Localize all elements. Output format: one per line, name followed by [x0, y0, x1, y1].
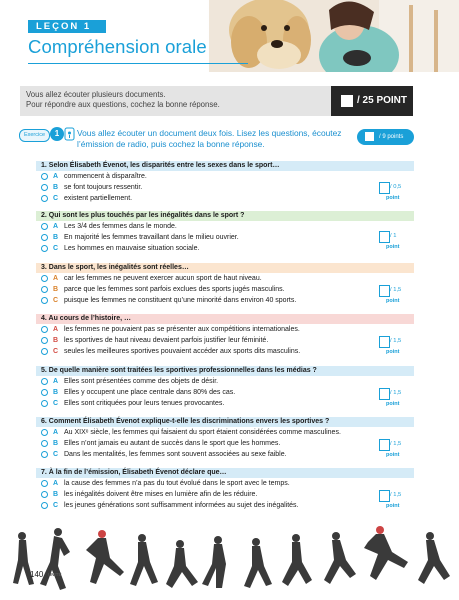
- page-title: Compréhension orale: [28, 36, 207, 57]
- question-title: 6. Comment Élisabeth Évenot explique-t-elle les discriminations envers les sportives ?: [36, 417, 414, 427]
- radio-button[interactable]: [41, 440, 48, 447]
- points-checkbox[interactable]: [379, 285, 390, 297]
- lesson-label: LEÇON 1: [28, 20, 106, 33]
- radio-button[interactable]: [41, 451, 48, 458]
- header-banner: [0, 0, 459, 72]
- radio-button[interactable]: [41, 297, 48, 304]
- score-label: / 25 POINT: [357, 95, 408, 106]
- option-b[interactable]: B Elles n’ont jamais eu autant de succès dans le sport que les hommes.: [36, 438, 414, 449]
- points-checkbox[interactable]: [379, 490, 390, 502]
- radio-button[interactable]: [41, 348, 48, 355]
- radio-button[interactable]: [41, 491, 48, 498]
- option-c[interactable]: C puisque les femmes ne constituent qu’une minorité dans environ 40 sports.: [36, 295, 414, 306]
- option-c[interactable]: C Les hommes en mauvaise situation sociale.: [36, 243, 414, 254]
- question-1: 1. Selon Élisabeth Évenot, les disparités entre les sexes dans le sport… A commencent à disparaître. B se font toujours ressentir. C existent partiellement. / 0,5 point: [36, 161, 414, 204]
- option-c[interactable]: C existent partiellement.: [36, 193, 414, 204]
- exercise-points-label: / 9 points: [379, 134, 404, 140]
- athletes-illustration: [0, 522, 459, 600]
- page-number: 140: [30, 570, 44, 579]
- option-b[interactable]: B Elles y occupent une place centrale dans 80% des cas.: [36, 387, 414, 398]
- radio-button[interactable]: [41, 480, 48, 487]
- option-c[interactable]: C Dans les mentalités, les femmes sont souvent associées au sexe faible.: [36, 449, 414, 460]
- question-title: 2. Qui sont les plus touchés par les inégalités dans le sport ?: [36, 211, 414, 221]
- radio-button[interactable]: [41, 195, 48, 202]
- radio-button[interactable]: [41, 337, 48, 344]
- option-b[interactable]: B les inégalités doivent être mises en lumière afin de les réduire.: [36, 489, 414, 500]
- question-6: 6. Comment Élisabeth Évenot explique-t-elle les discriminations envers les sportives ? A Au XIXᵉ siècle, les femmes qui faisaient du sport étaient considérées comme masculines. B Elles n’ont jamais eu autant de succès dans le sport que les hommes. C Dans les mentalités, les femmes sont souvent associées au sexe faible. / 1,5 point: [36, 417, 414, 460]
- question-title: 5. De quelle manière sont traitées les sportives professionnelles dans les médias ?: [36, 366, 414, 376]
- option-a[interactable]: A Au XIXᵉ siècle, les femmes qui faisaient du sport étaient considérées comme masculines.: [36, 427, 414, 438]
- unit-label: UNITÉ: [48, 572, 62, 577]
- question-3: 3. Dans le sport, les inégalités sont réelles… A car les femmes ne peuvent exercer aucun sport de haut niveau. B parce que les femmes sont parfois exclues des sports jugés masculins. C puisque les femmes ne constituent qu’une minorité dans environ 40 sports. / 1,5 point: [36, 263, 414, 306]
- question-title: 7. À la fin de l’émission, Élisabeth Évenot déclare que…: [36, 468, 414, 478]
- exercise-number: 1: [50, 127, 64, 141]
- score-checkbox[interactable]: [341, 95, 353, 107]
- option-a[interactable]: A Les 3/4 des femmes dans le monde.: [36, 221, 414, 232]
- option-b[interactable]: B se font toujours ressentir.: [36, 182, 414, 193]
- dog-and-woman-photo: [209, 0, 459, 72]
- radio-button[interactable]: [41, 245, 48, 252]
- option-a[interactable]: A la cause des femmes n’a pas du tout évolué dans le sport avec le temps.: [36, 478, 414, 489]
- question-2: 2. Qui sont les plus touchés par les inégalités dans le sport ? A Les 3/4 des femmes dans le monde. B En majorité les femmes travaillant dans le milieu ouvrier. C Les hommes en mauvaise situation sociale. / 1 point: [36, 211, 414, 254]
- points-checkbox[interactable]: [379, 388, 390, 400]
- option-c[interactable]: C seules les meilleures sportives pouvaient accéder aux sports dits masculins.: [36, 346, 414, 357]
- radio-button[interactable]: [41, 234, 48, 241]
- radio-button[interactable]: [41, 223, 48, 230]
- question-7: 7. À la fin de l’émission, Élisabeth Évenot déclare que… A la cause des femmes n’a pas du tout évolué dans le sport avec le temps. B les inégalités doivent être mises en lumière afin de les réduire. C les jeunes générations sont suffisamment informées au sujet des inégalités. / 1,5 point: [36, 468, 414, 511]
- radio-button[interactable]: [41, 286, 48, 293]
- intro-line-2: Pour répondre aux questions, cochez la bonne réponse.: [26, 100, 220, 109]
- radio-button[interactable]: [41, 184, 48, 191]
- question-4: 4. Au cours de l’histoire, … A les femmes ne pouvaient pas se présenter aux compétitions internationales. B les sportives de haut niveau devaient parfois justifier leur féminité. C seules les meilleures sportives pouvaient accéder aux sports dits masculins. / 1,5 point: [36, 314, 414, 357]
- intro-instructions: [20, 86, 331, 116]
- exercise-points-checkbox[interactable]: [365, 132, 374, 141]
- option-a[interactable]: A car les femmes ne peuvent exercer aucun sport de haut niveau.: [36, 273, 414, 284]
- option-a[interactable]: A les femmes ne pouvaient pas se présenter aux compétitions internationales.: [36, 324, 414, 335]
- option-a[interactable]: A commencent à disparaître.: [36, 171, 414, 182]
- radio-button[interactable]: [41, 502, 48, 509]
- radio-button[interactable]: [41, 326, 48, 333]
- total-score-box: [331, 86, 413, 116]
- radio-button[interactable]: [41, 378, 48, 385]
- title-divider: [28, 63, 248, 64]
- radio-button[interactable]: [41, 275, 48, 282]
- radio-button[interactable]: [41, 429, 48, 436]
- exercise-badge: Exercice: [19, 129, 50, 142]
- points-checkbox[interactable]: [379, 439, 390, 451]
- option-a[interactable]: A Elles sont présentées comme des objets de désir.: [36, 376, 414, 387]
- option-b[interactable]: B En majorité les femmes travaillant dans le milieu ouvrier.: [36, 232, 414, 243]
- question-title: 3. Dans le sport, les inégalités sont réelles…: [36, 263, 414, 273]
- points-checkbox[interactable]: [379, 231, 390, 243]
- intro-line-1: Vous allez écouter plusieurs documents.: [26, 90, 166, 99]
- option-b[interactable]: B parce que les femmes sont parfois exclues des sports jugés masculins.: [36, 284, 414, 295]
- option-c[interactable]: C les jeunes générations sont suffisamment informées au sujet des inégalités.: [36, 500, 414, 511]
- points-checkbox[interactable]: [379, 182, 390, 194]
- radio-button[interactable]: [41, 400, 48, 407]
- question-title: 4. Au cours de l’histoire, …: [36, 314, 414, 324]
- option-b[interactable]: B les sportives de haut niveau devaient parfois justifier leur féminité.: [36, 335, 414, 346]
- question-5: 5. De quelle manière sont traitées les sportives professionnelles dans les médias ? A Elles sont présentées comme des objets de désir. B Elles y occupent une place centrale dans 80% des cas. C Elles sont critiquées pour leurs tenues provocantes. / 1,5 point: [36, 366, 414, 409]
- points-checkbox[interactable]: [379, 336, 390, 348]
- audio-icon[interactable]: [64, 127, 75, 141]
- question-title: 1. Selon Élisabeth Évenot, les disparités entre les sexes dans le sport…: [36, 161, 414, 171]
- radio-button[interactable]: [41, 389, 48, 396]
- option-c[interactable]: C Elles sont critiquées pour leurs tenues provocantes.: [36, 398, 414, 409]
- radio-button[interactable]: [41, 173, 48, 180]
- exercise-points-box: [357, 129, 414, 145]
- exercise-instruction: Vous allez écouter un document deux fois. Lisez les questions, écoutez l’émission de radio, puis cochez la bonne réponse.: [77, 128, 342, 149]
